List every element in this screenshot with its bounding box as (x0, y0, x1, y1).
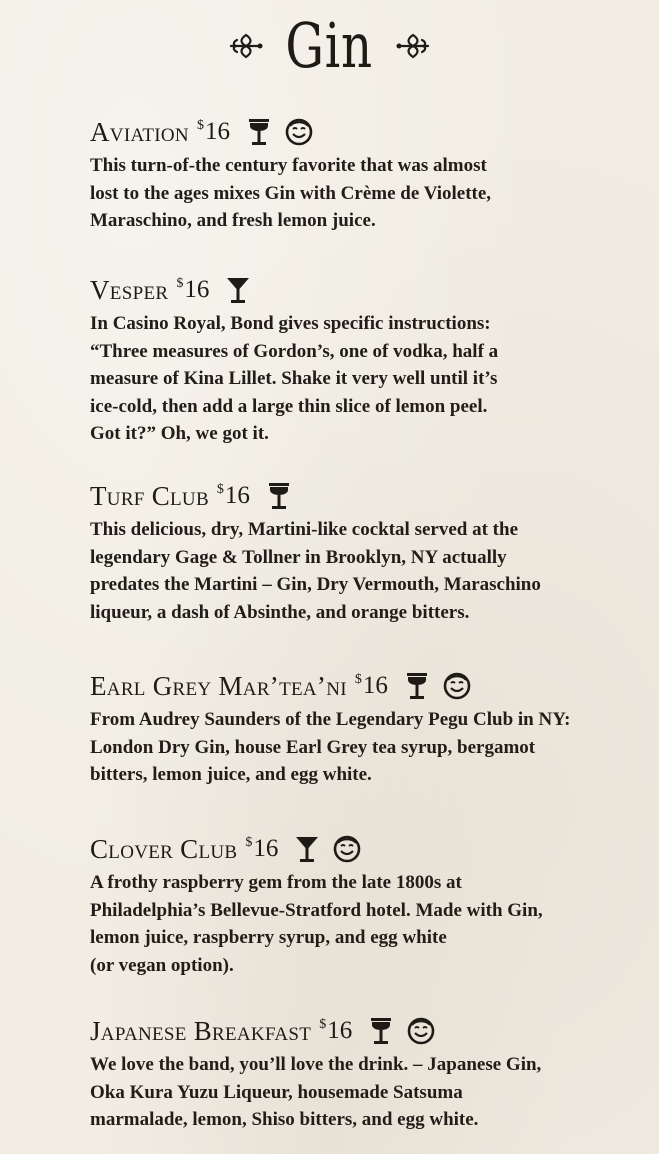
menu-item-name: Vesper (90, 274, 169, 305)
menu-item (90, 114, 635, 235)
description-line: London Dry Gin, house Earl Grey tea syrup, bergamot (90, 736, 536, 758)
menu-item-header (90, 831, 635, 867)
description-line: In Casino Royal, Bond gives specific instructions: (90, 313, 491, 334)
description-line: lost to the ages mixes Gin with Crème de Violette, (90, 182, 492, 204)
description-line: lemon juice, raspberry syrup, and egg white (90, 927, 447, 948)
menu-item (90, 272, 635, 448)
currency-symbol: $ (196, 118, 204, 133)
menu-item (90, 668, 635, 789)
left-fleuron-icon (227, 31, 265, 61)
description-line: bitters, lemon juice, and egg white. (90, 764, 372, 785)
menu-item (90, 1013, 635, 1134)
smiling-face-icon (332, 834, 362, 864)
menu-item-description (90, 516, 635, 626)
menu-item-name: Earl Grey Mar’tea’ni (90, 670, 347, 701)
description-line: marmalade, lemon, Shiso bitters, and egg white. (90, 1109, 479, 1130)
price-amount: 16 (224, 482, 250, 509)
description-line: From Audrey Saunders of the Legendary Pegu Club in NY: (90, 709, 571, 730)
menu-item-name: Japanese Breakfast (90, 1015, 312, 1046)
currency-symbol: $ (319, 1017, 327, 1032)
description-line: A frothy raspberry gem from the late 1800s at (90, 872, 462, 893)
price-amount: 16 (184, 276, 210, 303)
price-amount: 16 (253, 835, 279, 862)
martini-glass-icon (294, 834, 320, 864)
menu-item-header (90, 1013, 635, 1049)
menu-item-description (90, 706, 635, 789)
description-line: “Three measures of Gordon’s, one of vodka, half a (90, 340, 499, 362)
menu-item-name: Clover Club (90, 833, 238, 864)
menu-item-price (217, 482, 250, 510)
coupe-glass-icon (368, 1016, 394, 1046)
coupe-glass-icon (404, 671, 430, 701)
smiling-face-icon (406, 1016, 436, 1046)
menu-item-price (355, 672, 388, 700)
smiling-face-icon (284, 117, 314, 147)
menu-item-price (197, 118, 230, 146)
martini-glass-icon (225, 275, 251, 305)
smiling-face-icon (442, 671, 472, 701)
description-line: Oka Kura Yuzu Liqueur, housemade Satsuma (90, 1081, 463, 1103)
currency-symbol: $ (245, 835, 253, 850)
description-line: Got it?” Oh, we got it. (90, 423, 269, 444)
menu-item-description (90, 152, 635, 235)
menu-item-price (245, 835, 278, 863)
description-line: This turn-of-the century favorite that was almost (90, 155, 487, 176)
menu-item-name: Turf Club (90, 480, 209, 511)
description-line: liqueur, a dash of Absinthe, and orange bitters. (90, 601, 470, 623)
menu-item (90, 831, 635, 979)
menu-item-name: Aviation (90, 116, 189, 147)
currency-symbol: $ (176, 276, 184, 291)
description-line: (or vegan option). (90, 954, 234, 976)
description-line: measure of Kina Lillet. Shake it very well until it’s (90, 368, 498, 389)
currency-symbol: $ (354, 672, 362, 687)
menu-item-price (176, 276, 209, 304)
menu-item-description (90, 869, 635, 979)
coupe-glass-icon (246, 117, 272, 147)
menu-item-description (90, 1051, 635, 1134)
description-line: We love the band, you’ll love the drink. – Japanese Gin, (90, 1054, 542, 1075)
price-amount: 16 (327, 1017, 353, 1044)
price-amount: 16 (362, 672, 388, 699)
menu-item-price (319, 1017, 352, 1045)
menu-item-header (90, 114, 635, 150)
description-line: predates the Martini – Gin, Dry Vermouth, Maraschino (90, 574, 541, 595)
description-line: Philadelphia’s Bellevue-Stratford hotel. Made with Gin, (90, 899, 543, 921)
price-amount: 16 (204, 118, 230, 145)
menu-item (90, 478, 635, 626)
menu-item-header (90, 478, 635, 514)
menu-item-header (90, 272, 635, 308)
menu-item-header (90, 668, 635, 704)
right-fleuron-icon (394, 31, 432, 61)
description-line: legendary Gage & Tollner in Brooklyn, NY actually (90, 546, 507, 568)
section-header (0, 6, 659, 86)
menu-item-description (90, 310, 635, 448)
currency-symbol: $ (216, 482, 224, 497)
description-line: This delicious, dry, Martini-like cocktal served at the (90, 519, 519, 540)
section-title: Gin (285, 9, 374, 82)
description-line: ice-cold, then add a large thin slice of lemon peel. (90, 395, 488, 417)
description-line: Maraschino, and fresh lemon juice. (90, 210, 376, 231)
coupe-glass-icon (266, 481, 292, 511)
